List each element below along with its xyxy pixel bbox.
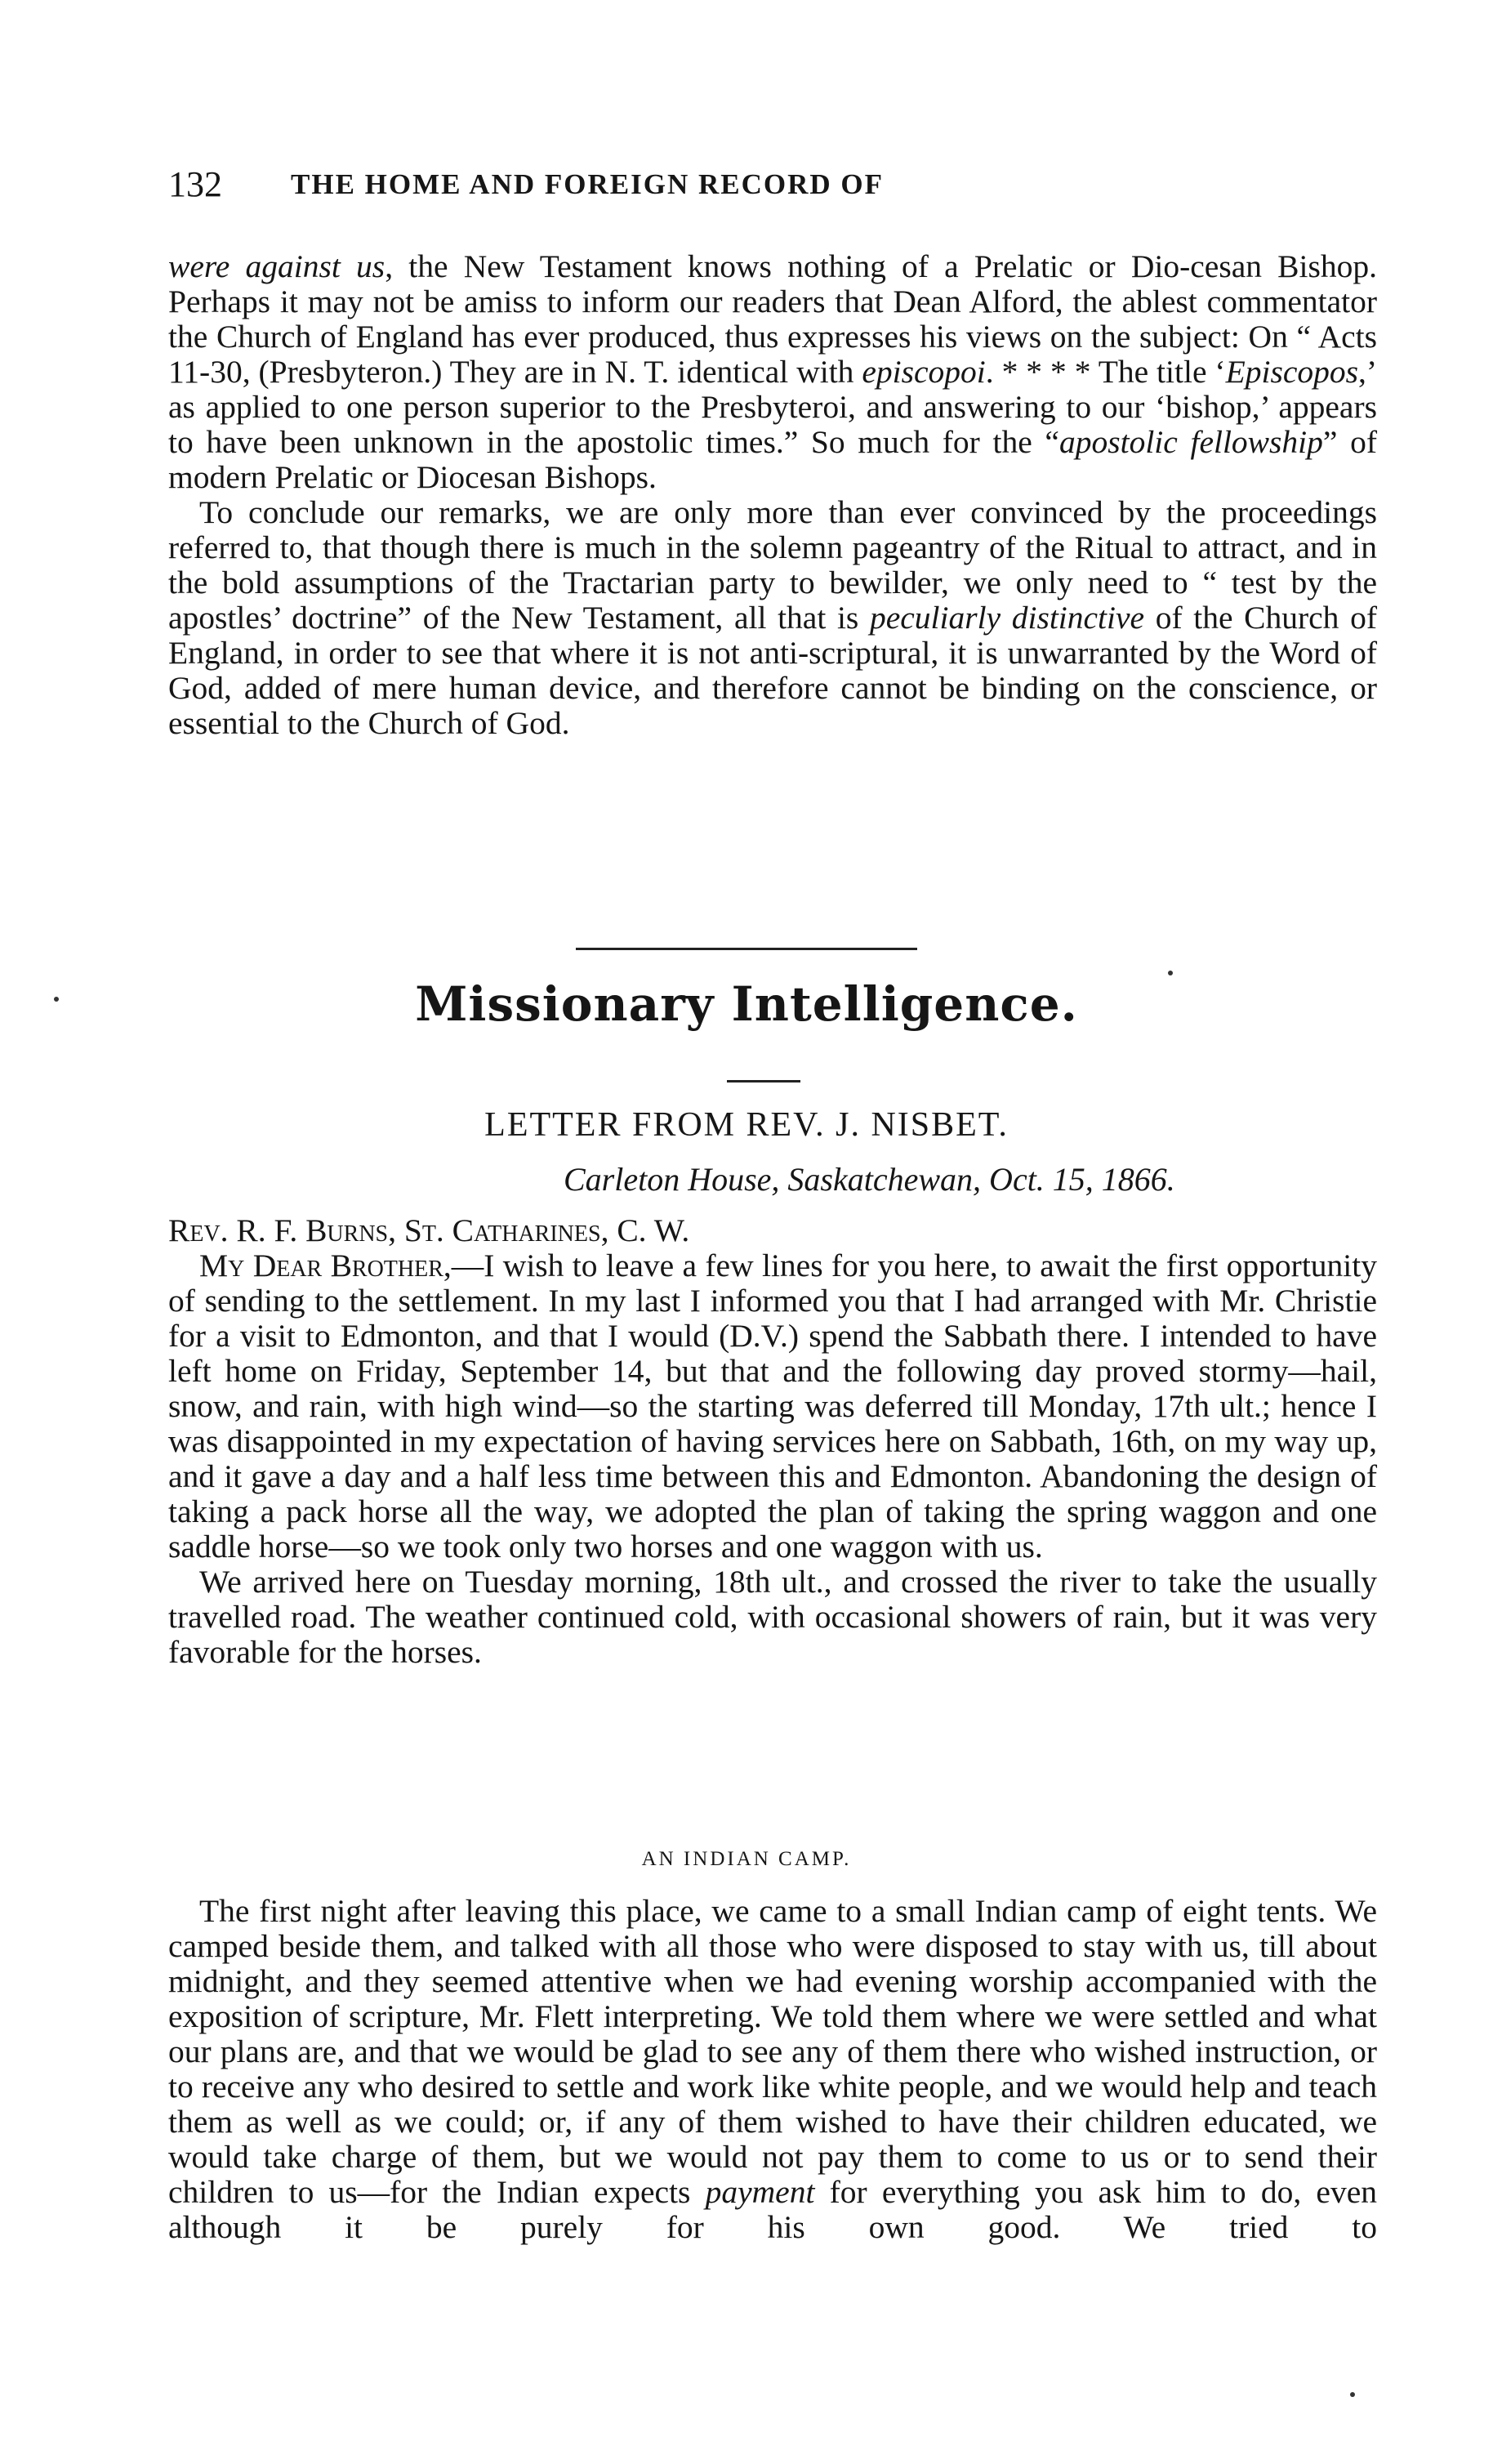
italic-text: episcopoi xyxy=(862,354,986,390)
italic-text: apostolic fellowship xyxy=(1058,424,1323,460)
conclusion-paragraph xyxy=(168,495,1377,741)
print-speck xyxy=(1350,2392,1355,2397)
text-run: ,’ as applied to one person superior to the Presbyteroi, and answering to our ‘bishop,’ appears to have been unknown in the apostolic times.” So much for the “ xyxy=(168,354,1378,460)
italic-text: Episcopos xyxy=(1225,354,1358,390)
indian-camp-paragraph xyxy=(168,1894,1377,2245)
continuation-paragraph xyxy=(168,249,1377,495)
continuation-block xyxy=(168,249,1377,741)
arrival-paragraph: We arrived here on Tuesday morning, 18th ult., and crossed the river to take the usually travelled road. The weather continued cold, with occasional showers of rain, but it was very favorable for the horses. xyxy=(168,1564,1377,1670)
letter-title: LETTER FROM REV. J. NISBET. xyxy=(484,1106,1009,1144)
letter-paragraph-text: —I wish to leave a few lines for you here, to await the first opportunity of sending to the settlement. In my last I informed you that I had arranged with Mr. Christie for a visit to Edmonton, and that I would (D.V.) spend the Sabbath there. I intended to have left home on Friday, September 14, but that and the following day proved stormy—hail, snow, and rain, with high wind—so the starting was deferred till Monday, 17th ult.; hence I was disappointed in my expectation of having services here on Sabbath, 16th, on my way up, and it gave a day and a half less time between this and Edmonton. Abandoning the design of taking a pack horse all the way, we adopted the plan of taking the spring waggon and one saddle horse—so we took only two horses and one waggon with us. xyxy=(168,1248,1377,1565)
subheading: AN INDIAN CAMP. xyxy=(641,1848,852,1870)
title-underline xyxy=(727,1080,800,1082)
text-run: of the Church of England, in order to see that where it is not anti-scriptural, it is unwarranted by the Word of God, added of mere human device, and therefore cannot be binding on the conscience, or essential to the Church of God. xyxy=(168,600,1377,741)
print-speck xyxy=(1168,971,1173,975)
section-divider xyxy=(576,948,917,950)
italic-text: were against us xyxy=(168,248,386,284)
italic-text: payment xyxy=(705,2174,815,2210)
text-run: . * * * * The title ‘ xyxy=(985,354,1226,390)
letter-place-date: Carleton House, Saskatchewan, Oct. 15, 1866. xyxy=(564,1161,1175,1198)
running-title: THE HOME AND FOREIGN RECORD OF xyxy=(291,168,885,200)
indian-camp-block xyxy=(168,1894,1377,2245)
letter-paragraph xyxy=(168,1248,1377,1565)
addressee-line: Rev. R. F. Burns, St. Catharines, C. W. xyxy=(168,1212,690,1248)
text-run: , the New Testament knows nothing of a Prelatic or Dio-cesan Bishop. Perhaps it may not be amiss to inform our readers that Dean Alford, the ablest commentator the Church of England has ever produced, thus expresses his views on the subject: On “ Acts 11-30, (Presbyteron.) They are in N. T. identical with xyxy=(168,248,1378,390)
letter-block xyxy=(168,1213,1377,1670)
text-run: for everything you ask him to do, even although it be purely for his own good. We tried to xyxy=(168,2174,1377,2245)
page-number: 132 xyxy=(168,164,222,204)
text-run: ” of modern Prelatic or Diocesan Bishops. xyxy=(168,424,1378,495)
section-title: Missionary Intelligence. xyxy=(415,976,1078,1032)
page-header xyxy=(168,163,1377,212)
text-run: The first night after leaving this place, we came to a small Indian camp of eight tents. We camped beside them, and talked with all those who were disposed to stay with us, till about midnight, and they seemed attentive when we had evening worship accompanied with the exposition of scripture, Mr. Flett interpreting. We told them where we were settled and what our plans are, and that we would be glad to see any of them there who wished instruction, or to receive any who desired to settle and work like white people, and we would help and teach them as well as we could; or, if any of them wished to have their children educated, we would take charge of them, but we would not pay them to come to us or to send their children to us—for the Indian expects xyxy=(168,1893,1377,2210)
salutation: My Dear Brother, xyxy=(199,1248,452,1283)
text-run: To conclude our remarks, we are only more than ever convinced by the proceedings referred to, that though there is much in the solemn pageantry of the Ritual to attract, and in the bold assumptions of the Tractarian party to bewilder, we only need to “ test by the apostles’ doctrine” of the New Testament, all that is xyxy=(168,494,1377,636)
italic-text: peculiarly distinctive xyxy=(869,600,1145,636)
